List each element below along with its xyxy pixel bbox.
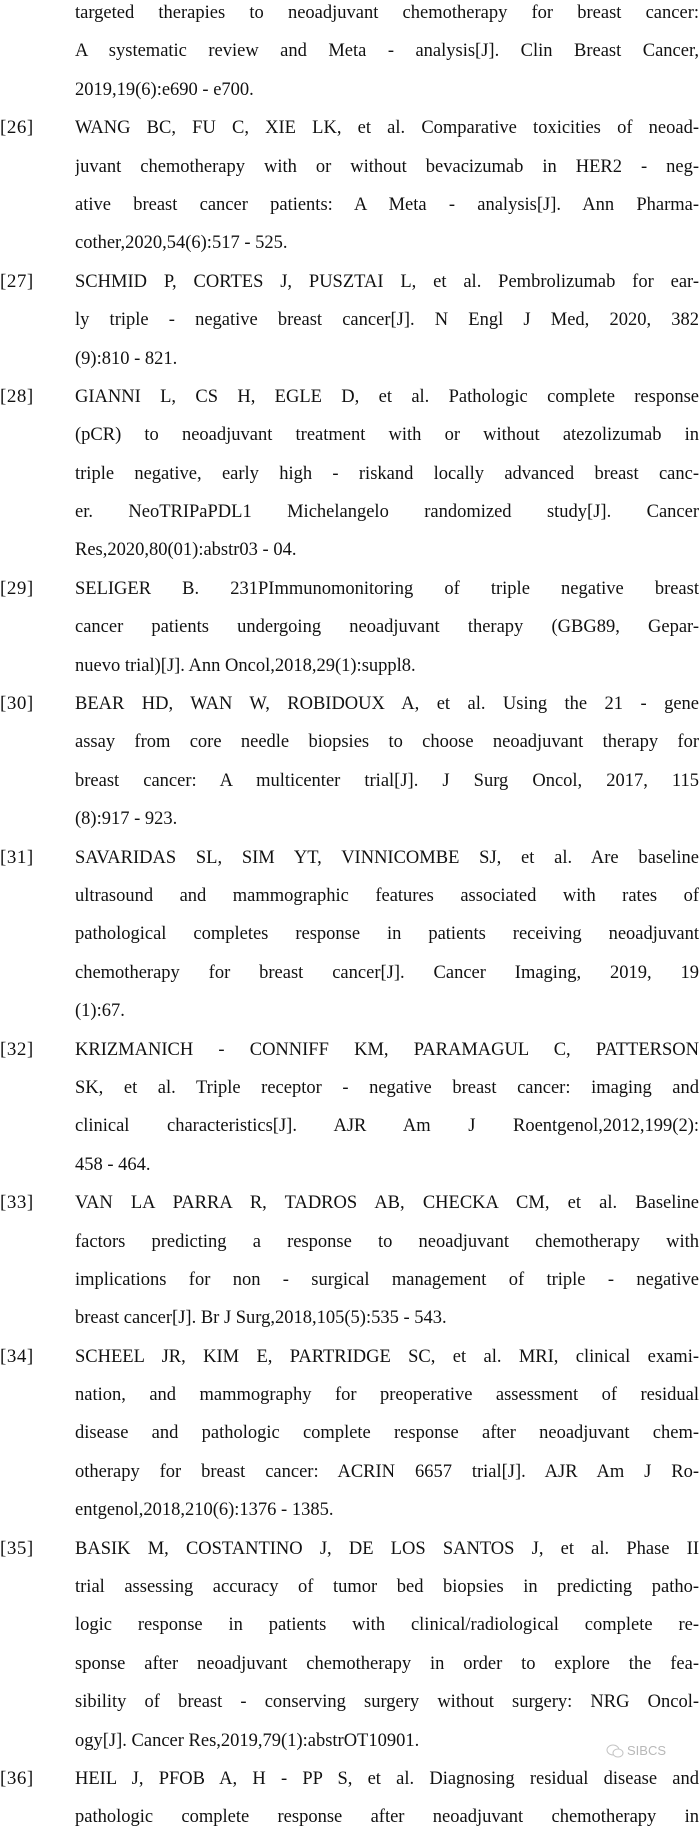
reference-text-line: disease and pathologic complete response after neoadjuvant chem-: [75, 1423, 699, 1444]
reference-number: [29]: [0, 577, 34, 599]
reference-number: [35]: [0, 1537, 34, 1559]
reference-text-line: breast cancer[J]. Br J Surg,2018,105(5):535 - 543.: [75, 1308, 447, 1329]
reference-item: [0, 570, 700, 685]
reference-text-line: WANG BC, FU C, XIE LK, et al. Comparative toxicities of neoad-: [75, 118, 699, 139]
reference-number: [36]: [0, 1767, 34, 1789]
reference-item: [0, 1031, 700, 1185]
reference-text-line: (pCR) to neoadjuvant treatment with or without atezolizumab in: [75, 425, 699, 446]
reference-text-line: ultrasound and mammographic features associated with rates of: [75, 885, 699, 906]
reference-item: [0, 109, 700, 263]
reference-text-line: A systematic review and Meta - analysis[J]. Clin Breast Cancer,: [75, 41, 699, 62]
reference-text-line: ogy[J]. Cancer Res,2019,79(1):abstrOT10901.: [75, 1730, 420, 1751]
reference-text-line: pathologic complete response after neoadjuvant chemotherapy in: [75, 1807, 699, 1828]
reference-text-line: ative breast cancer patients: A Meta - analysis[J]. Ann Pharma-: [75, 194, 699, 215]
reference-text-line: assay from core needle biopsies to choose neoadjuvant therapy for: [75, 732, 699, 753]
reference-number: [32]: [0, 1038, 34, 1060]
reference-number: [27]: [0, 270, 34, 292]
reference-text-line: (1):67.: [75, 1001, 125, 1022]
reference-text-line: VAN LA PARRA R, TADROS AB, CHECKA CM, et al. Baseline: [75, 1193, 699, 1214]
reference-item: [0, 263, 700, 378]
reference-number: [34]: [0, 1345, 34, 1367]
reference-number: [28]: [0, 385, 34, 407]
reference-text-line: logic response in patients with clinical/radiological complete re-: [75, 1615, 699, 1636]
reference-text-line: SK, et al. Triple receptor - negative breast cancer: imaging and: [75, 1077, 699, 1098]
reference-item: [0, 0, 700, 109]
reference-text-line: cancer patients undergoing neoadjuvant therapy (GBG89, Gepar-: [75, 617, 699, 638]
reference-text-line: targeted therapies to neoadjuvant chemotherapy for breast cancer:: [75, 3, 699, 23]
wechat-logo-icon: [606, 1744, 624, 1758]
reference-item: [0, 839, 700, 1031]
reference-text-line: factors predicting a response to neoadjuvant chemotherapy with: [75, 1231, 699, 1252]
watermark-text: SIBCS: [627, 1743, 667, 1758]
reference-number: [26]: [0, 117, 34, 139]
reference-text-line: trial assessing accuracy of tumor bed biopsies in predicting patho-: [75, 1577, 699, 1598]
reference-text-line: SELIGER B. 231PImmunomonitoring of triple negative breast: [75, 578, 699, 599]
reference-text-line: SAVARIDAS SL, SIM YT, VINNICOMBE SJ, et al. Are baseline: [75, 847, 699, 868]
reference-text-line: otherapy for breast cancer: ACRIN 6657 trial[J]. AJR Am J Ro-: [75, 1461, 699, 1482]
reference-text-line: entgenol,2018,210(6):1376 - 1385.: [75, 1500, 334, 1521]
reference-item: [0, 1184, 700, 1338]
reference-text-line: (9):810 - 821.: [75, 348, 178, 369]
reference-text-line: cother,2020,54(6):517 - 525.: [75, 233, 288, 254]
reference-item: [0, 378, 700, 570]
reference-item: [0, 685, 700, 839]
reference-text-line: clinical characteristics[J]. AJR Am J Roentgenol,2012,199(2):: [75, 1116, 699, 1137]
reference-text-line: SCHMID P, CORTES J, PUSZTAI L, et al. Pembrolizumab for ear-: [75, 271, 699, 292]
reference-number: [30]: [0, 693, 34, 715]
reference-text-line: triple negative, early high - riskand locally advanced breast canc-: [75, 463, 699, 484]
reference-text-line: (8):917 - 923.: [75, 809, 178, 830]
reference-number: [33]: [0, 1192, 34, 1214]
reference-text-line: BEAR HD, WAN W, ROBIDOUX A, et al. Using the 21 - gene: [75, 694, 699, 715]
reference-text-line: implications for non - surgical management of triple - negative: [75, 1269, 699, 1290]
reference-text-line: ly triple - negative breast cancer[J]. N Engl J Med, 2020, 382: [75, 310, 699, 331]
reference-text-line: nation, and mammography for preoperative assessment of residual: [75, 1385, 699, 1406]
reference-text-line: Res,2020,80(01):abstr03 - 04.: [75, 540, 297, 561]
reference-text-line: nuevo trial)[J]. Ann Oncol,2018,29(1):suppl8.: [75, 655, 416, 676]
reference-item: [0, 1760, 700, 1837]
reference-text-line: BASIK M, COSTANTINO J, DE LOS SANTOS J, et al. Phase II: [75, 1538, 699, 1559]
reference-item: [0, 1338, 700, 1530]
reference-text-line: sibility of breast - conserving surgery without surgery: NRG Oncol-: [75, 1692, 699, 1713]
reference-item: [0, 1530, 700, 1760]
reference-text-line: GIANNI L, CS H, EGLE D, et al. Pathologic complete response: [75, 386, 699, 407]
reference-text-line: juvant chemotherapy with or without bevacizumab in HER2 - neg-: [75, 156, 699, 177]
reference-text-line: SCHEEL JR, KIM E, PARTRIDGE SC, et al. MRI, clinical exami-: [75, 1346, 699, 1367]
reference-text-line: KRIZMANICH - CONNIFF KM, PARAMAGUL C, PATTERSON: [75, 1039, 699, 1060]
reference-text-line: sponse after neoadjuvant chemotherapy in order to explore the fea-: [75, 1653, 699, 1674]
watermark: [606, 1743, 666, 1758]
reference-text-line: er. NeoTRIPaPDL1 Michelangelo randomized study[J]. Cancer: [75, 502, 699, 523]
reference-text-line: breast cancer: A multicenter trial[J]. J Surg Oncol, 2017, 115: [75, 770, 699, 791]
reference-text-line: pathological completes response in patients receiving neoadjuvant: [75, 924, 699, 945]
reference-text-line: HEIL J, PFOB A, H - PP S, et al. Diagnosing residual disease and: [75, 1768, 699, 1789]
reference-text-line: chemotherapy for breast cancer[J]. Cancer Imaging, 2019, 19: [75, 962, 699, 983]
reference-text-line: 458 - 464.: [75, 1154, 151, 1175]
reference-text-line: 2019,19(6):e690 - e700.: [75, 79, 254, 100]
reference-number: [31]: [0, 846, 34, 868]
